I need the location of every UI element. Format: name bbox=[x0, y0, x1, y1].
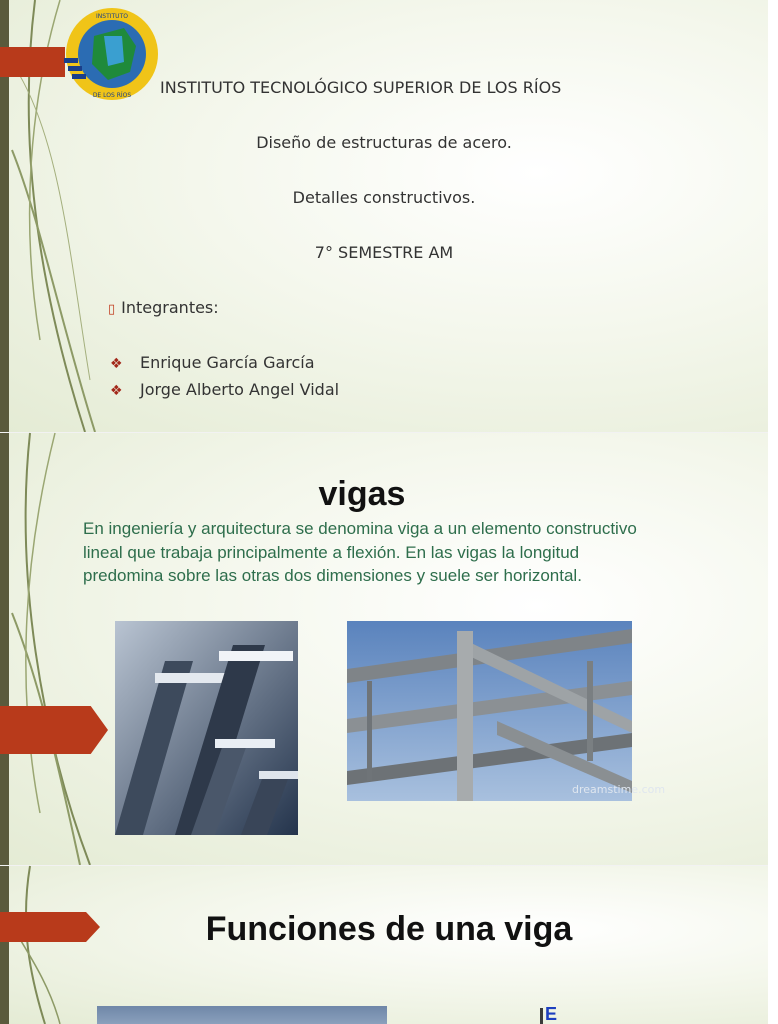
members-heading-text: Integrantes: bbox=[121, 298, 219, 317]
svg-text:DE LOS RÍOS: DE LOS RÍOS bbox=[92, 92, 132, 99]
doc-bar bbox=[540, 1008, 543, 1024]
institution-name: INSTITUTO TECNOLÓGICO SUPERIOR DE LOS RÍOS bbox=[160, 78, 562, 97]
diamond-bullet-icon: ❖ bbox=[110, 356, 123, 372]
institute-logo bbox=[64, 6, 160, 102]
structure-photo bbox=[97, 1006, 387, 1024]
document-thumbnail bbox=[540, 1006, 560, 1024]
slide-vigas bbox=[0, 433, 768, 865]
photo-watermark: dreamstime.com bbox=[572, 783, 666, 796]
member-item bbox=[110, 380, 339, 399]
members-heading bbox=[108, 298, 219, 317]
steel-beams-image bbox=[115, 621, 298, 835]
square-bullet-icon: ▯ bbox=[108, 302, 116, 317]
definition-paragraph: En ingeniería y arquitectura se denomina viga a un elemento constructivo lineal que trabaja principalmente a flexión. En las vigas la longitud predomina sobre las otras dos dimensiones y suele ser horizontal. bbox=[83, 519, 637, 585]
slide-title bbox=[0, 0, 768, 432]
svg-text:INSTITUTO: INSTITUTO bbox=[96, 13, 128, 20]
doc-letter: E bbox=[545, 1004, 558, 1024]
member-item bbox=[110, 353, 315, 372]
diamond-bullet-icon: ❖ bbox=[110, 383, 123, 399]
semester-label: 7° SEMESTRE AM bbox=[314, 243, 454, 262]
slide-title: Funciones de una viga bbox=[205, 910, 573, 948]
member-name: Enrique García García bbox=[140, 353, 315, 372]
member-name: Jorge Alberto Angel Vidal bbox=[140, 380, 340, 399]
steel-frame-photo bbox=[347, 621, 666, 801]
course-name: Diseño de estructuras de acero. bbox=[256, 133, 512, 152]
slide-title: vigas bbox=[318, 475, 406, 513]
presentation-topic: Detalles constructivos. bbox=[292, 188, 476, 207]
accent-tab bbox=[0, 47, 65, 77]
accent-arrow bbox=[0, 706, 108, 754]
slide-funciones bbox=[0, 866, 768, 1024]
